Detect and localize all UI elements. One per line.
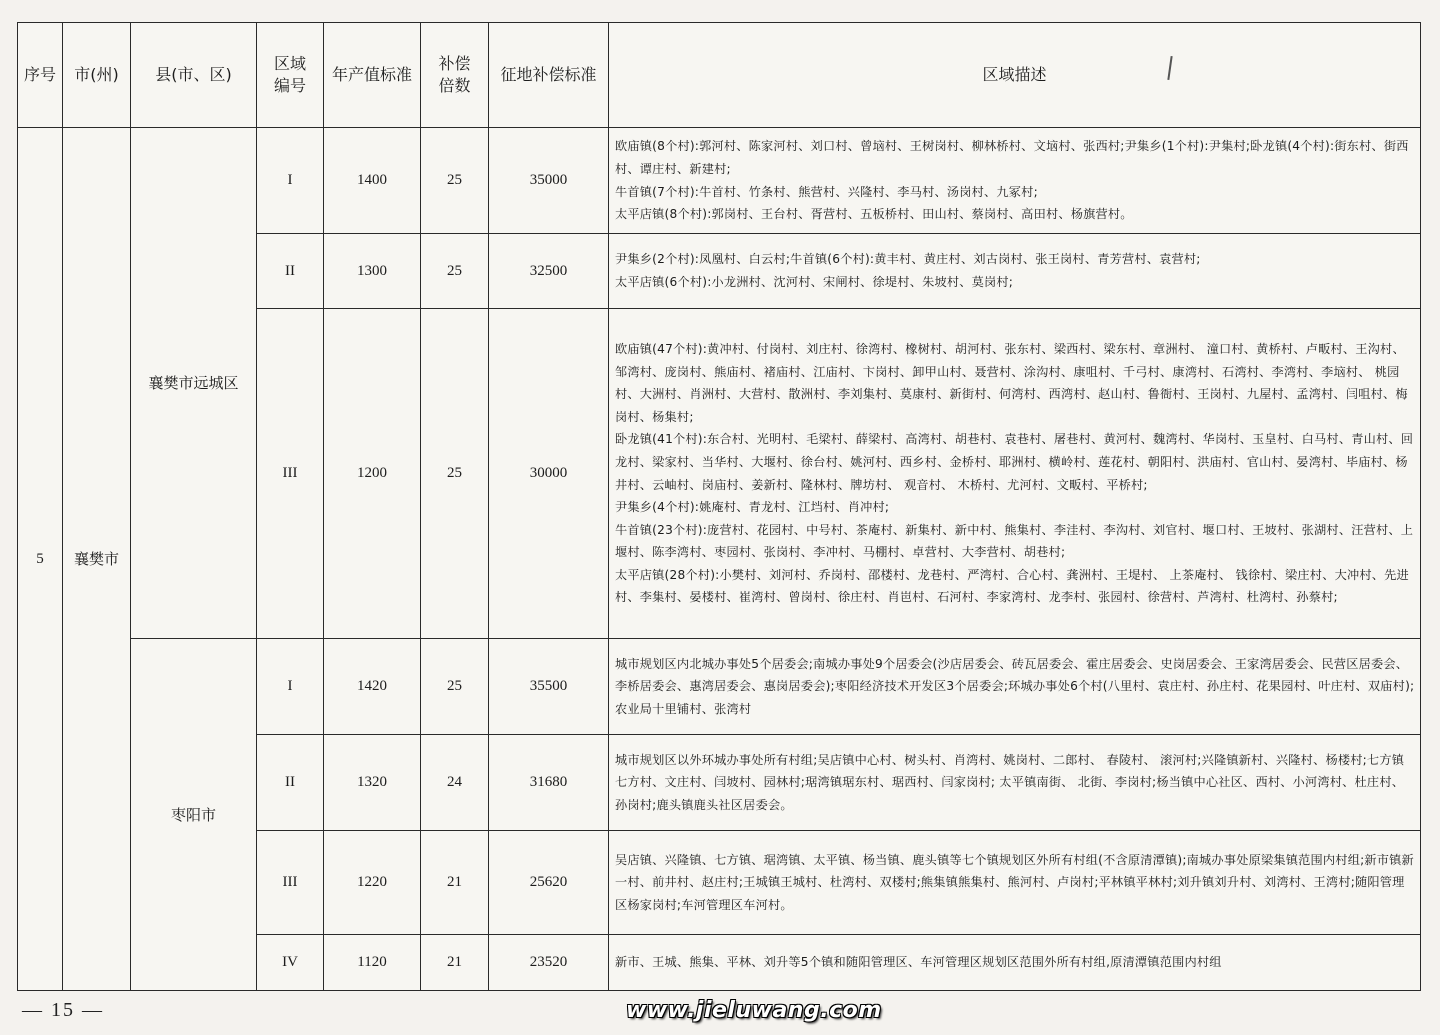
zone-cell: I <box>257 128 324 234</box>
compensation-cell: 35000 <box>489 128 609 234</box>
zone-cell: III <box>257 309 324 639</box>
zone-cell: II <box>257 234 324 309</box>
multiplier-cell: 24 <box>421 735 489 831</box>
county-cell: 襄樊市远城区 <box>131 128 257 639</box>
header-city: 市(州) <box>63 23 131 128</box>
zone-cell: II <box>257 735 324 831</box>
county-cell: 枣阳市 <box>131 639 257 991</box>
description-cell: 尹集乡(2个村):凤凰村、白云村;牛首镇(6个村):黄丰村、黄庄村、刘古岗村、张王岗村、青芳营村、袁营村; 太平店镇(6个村):小龙洲村、沈河村、宋闸村、徐堤村、朱坡村、莫岗村; <box>609 234 1421 309</box>
city-cell: 襄樊市 <box>63 128 131 991</box>
annual-value-cell: 1320 <box>324 735 421 831</box>
zone-cell: I <box>257 639 324 735</box>
document-sheet <box>17 22 1420 990</box>
description-cell: 新市、王城、熊集、平林、刘升等5个镇和随阳管理区、车河管理区规划区范围外所有村组,原清潭镇范围内村组 <box>609 935 1421 991</box>
compensation-cell: 30000 <box>489 309 609 639</box>
multiplier-cell: 25 <box>421 639 489 735</box>
header-zone-code: 区域 编号 <box>257 23 324 128</box>
header-multiplier: 补偿 倍数 <box>421 23 489 128</box>
multiplier-cell: 25 <box>421 234 489 309</box>
description-cell: 吴店镇、兴隆镇、七方镇、琚湾镇、太平镇、杨当镇、鹿头镇等七个镇规划区外所有村组(不含原清潭镇);南城办事处原梁集镇范围内村组;新市镇新一村、前井村、赵庄村;王城镇王城村、杜湾村、双楼村;熊集镇熊集村、熊河村、卢岗村;平林镇平林村;刘升镇刘升村、刘湾村、王湾村;随阳管理区杨家岗村;车河管理区车河村。 <box>609 831 1421 935</box>
compensation-cell: 23520 <box>489 935 609 991</box>
zone-cell: IV <box>257 935 324 991</box>
compensation-cell: 32500 <box>489 234 609 309</box>
description-cell: 欧庙镇(8个村):郭河村、陈家河村、刘口村、曾垴村、王树岗村、柳林桥村、文垴村、张西村;尹集乡(1个村):尹集村;卧龙镇(4个村):街东村、街西村、谭庄村、新建村; 牛首镇(7个村):牛首村、竹条村、熊营村、兴隆村、李马村、汤岗村、九冢村; 太平店镇(8个村):郭岗村、王台村、胥营村、五板桥村、田山村、蔡岗村、高田村、杨旗营村。 <box>609 128 1421 234</box>
watermark: www.jieluwang.com <box>626 998 882 1023</box>
land-compensation-table <box>17 22 1421 991</box>
header-annual-value: 年产值标准 <box>324 23 421 128</box>
compensation-cell: 25620 <box>489 831 609 935</box>
header-compensation: 征地补偿标准 <box>489 23 609 128</box>
multiplier-cell: 25 <box>421 309 489 639</box>
multiplier-cell: 21 <box>421 831 489 935</box>
page-number: — 15 — <box>22 999 104 1021</box>
compensation-cell: 31680 <box>489 735 609 831</box>
annual-value-cell: 1300 <box>324 234 421 309</box>
header-description: 区域描述 <box>609 23 1421 128</box>
multiplier-cell: 21 <box>421 935 489 991</box>
annual-value-cell: 1420 <box>324 639 421 735</box>
annual-value-cell: 1400 <box>324 128 421 234</box>
description-cell: 城市规划区以外环城办事处所有村组;吴店镇中心村、树头村、肖湾村、姚岗村、二郎村、 春陵村、 滚河村;兴隆镇新村、兴隆村、杨楼村;七方镇七方村、文庄村、闫坡村、园林村;琚湾镇琚东村、琚西村、闫家岗村; 太平镇南街、 北街、李岗村;杨当镇中心社区、西村、小河湾村、杜庄村、孙岗村;鹿头镇鹿头社区居委会。 <box>609 735 1421 831</box>
header-county: 县(市、区) <box>131 23 257 128</box>
description-cell: 城市规划区内北城办事处5个居委会;南城办事处9个居委会(沙店居委会、砖瓦居委会、霍庄居委会、史岗居委会、王家湾居委会、民营区居委会、李桥居委会、惠湾居委会、惠岗居委会);枣阳经济技术开发区3个居委会;环城办事处6个村(八里村、袁庄村、孙庄村、花果园村、叶庄村、双庙村);农业局十里铺村、张湾村 <box>609 639 1421 735</box>
annual-value-cell: 1120 <box>324 935 421 991</box>
header-seq: 序号 <box>18 23 63 128</box>
description-cell: 欧庙镇(47个村):黄冲村、付岗村、刘庄村、徐湾村、橡树村、胡河村、张东村、梁西村、梁东村、章洲村、 潼口村、黄桥村、卢畈村、王沟村、邹湾村、庞岗村、熊庙村、褚庙村、江庙村、卞岗村、卸甲山村、聂营村、涂沟村、康咀村、千弓村、康湾村、石湾村、李湾村、李垴村、 桃园村、大洲村、肖洲村、大营村、散洲村、李刘集村、莫康村、新街村、何湾村、西湾村、赵山村、鲁衙村、王岗村、九屋村、孟湾村、闫咀村、梅岗村、杨集村; 卧龙镇(41个村):东合村、光明村、毛梁村、薛梁村、高湾村、胡巷村、袁巷村、屠巷村、黄河村、魏湾村、华岗村、玉皇村、白马村、青山村、回龙村、梁家村、当华村、大堰村、徐台村、姚河村、西乡村、金桥村、耶洲村、横岭村、莲花村、朝阳村、洪庙村、官山村、晏湾村、毕庙村、杨井村、云岫村、岗庙村、姜新村、隆林村、牌坊村、 观音村、 木桥村、尤河村、文畈村、平桥村; 尹集乡(4个村):姚庵村、青龙村、江垱村、肖冲村; 牛首镇(23个村):庞营村、花园村、中号村、茶庵村、新集村、新中村、熊集村、李洼村、李沟村、刘官村、堰口村、王坡村、张湖村、汪营村、上堰村、陈李湾村、枣园村、张岗村、李冲村、马棚村、卓营村、大李营村、胡巷村; 太平店镇(28个村):小樊村、刘河村、乔岗村、邵楼村、龙巷村、严湾村、合心村、龚洲村、王堤村、 上茶庵村、 钱徐村、梁庄村、大冲村、先进村、李集村、晏楼村、崔湾村、曾岗村、徐庄村、肖岜村、石河村、李家湾村、龙李村、张园村、徐营村、芦湾村、杜湾村、孙蔡村; <box>609 309 1421 639</box>
annual-value-cell: 1220 <box>324 831 421 935</box>
table-header-row <box>18 23 1421 128</box>
compensation-cell: 35500 <box>489 639 609 735</box>
multiplier-cell: 25 <box>421 128 489 234</box>
zone-cell: III <box>257 831 324 935</box>
table-row <box>18 128 1421 234</box>
seq-cell: 5 <box>18 128 63 991</box>
annual-value-cell: 1200 <box>324 309 421 639</box>
table-row <box>18 639 1421 735</box>
